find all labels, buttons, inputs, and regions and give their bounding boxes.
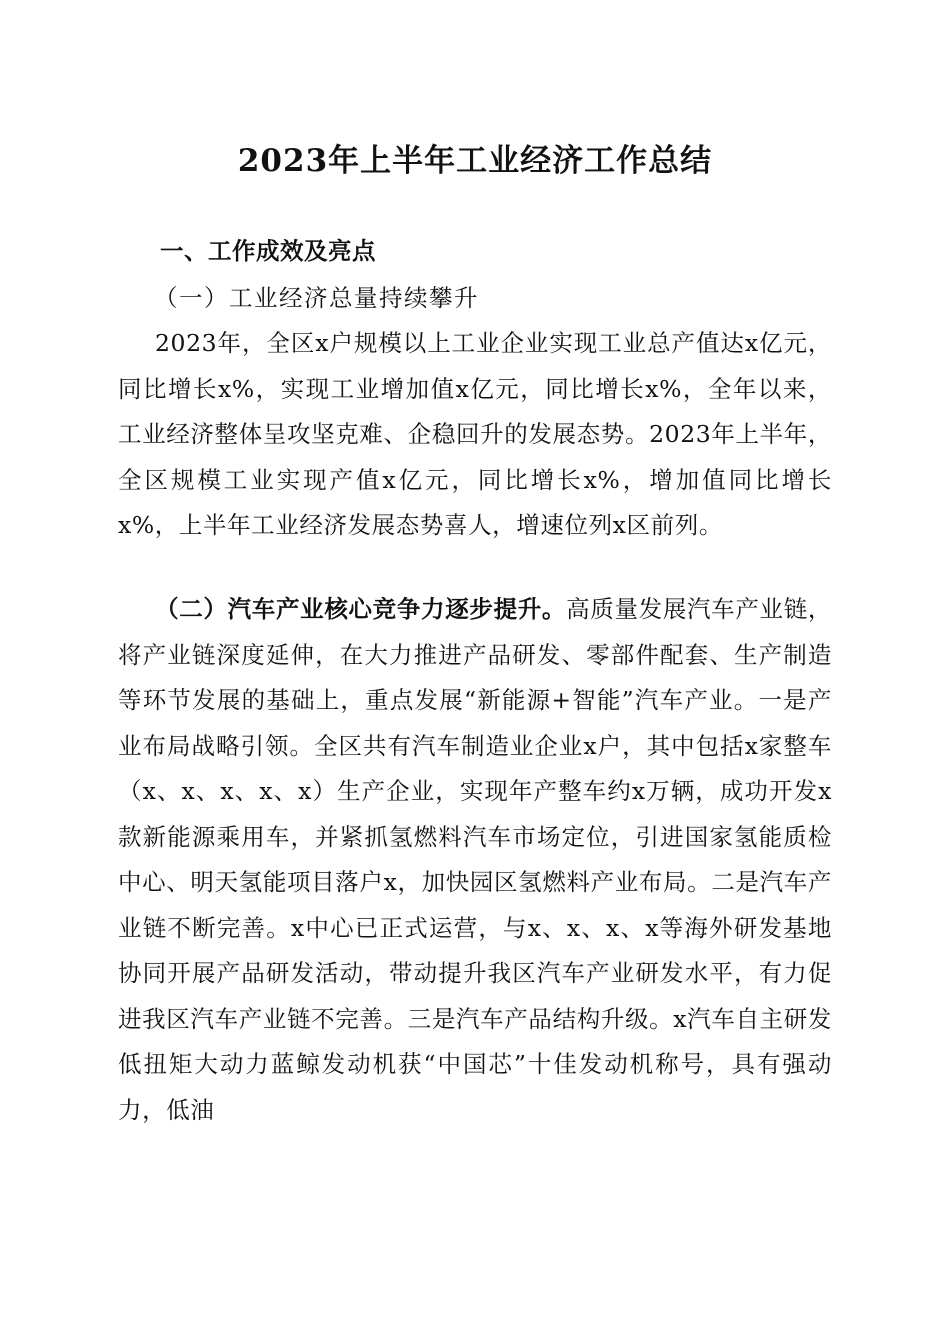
paragraph-text: 2023年，全区x户规模以上工业企业实现工业总产值达x亿元，同比增长x%，实现工业增加值x亿元，同比增长x%，全年以来，工业经济整体呈攻坚克难、企稳回升的发展态势。2023年上半年，全区规模工业实现产值x亿元，同比增长x%，增加值同比增长x%，上半年工业经济发展态势喜人，增速位列x区前列。 — [118, 329, 832, 539]
section-heading: 一、工作成效及亮点 — [160, 237, 376, 265]
document-title: 2023年上半年工业经济工作总结 — [237, 143, 713, 179]
subsection-heading: （一）工业经济总量持续攀升 — [154, 284, 479, 312]
subsection-lead-heading: （二）汽车产业核心竞争力逐步提升。 — [155, 595, 567, 623]
paragraph — [118, 321, 832, 549]
paragraph-text: 高质量发展汽车产业链，将产业链深度延伸，在大力推进产品研发、零部件配套、生产制造等环节发展的基础上，重点发展“新能源+智能”汽车产业。一是产业布局战略引领。全区共有汽车制造业企业x户，其中包括x家整车（x、x、x、x、x）生产企业，实现年产整车约x万辆，成功开发x款新能源乘用车，并紧抓氢燃料汽车市场定位，引进国家氢能质检中心、明天氢能项目落户x，加快园区氢燃料产业布局。二是汽车产业链不断完善。x中心已正式运营，与x、x、x、x等海外研发基地协同开展产品研发活动，带动提升我区汽车产业研发水平，有力促进我区汽车产业链不完善。三是汽车产品结构升级。x汽车自主研发低扭矩大动力蓝鲸发动机获“中国芯”十佳发动机称号，具有强动力，低油 — [118, 595, 832, 1124]
paragraph — [118, 587, 832, 1133]
